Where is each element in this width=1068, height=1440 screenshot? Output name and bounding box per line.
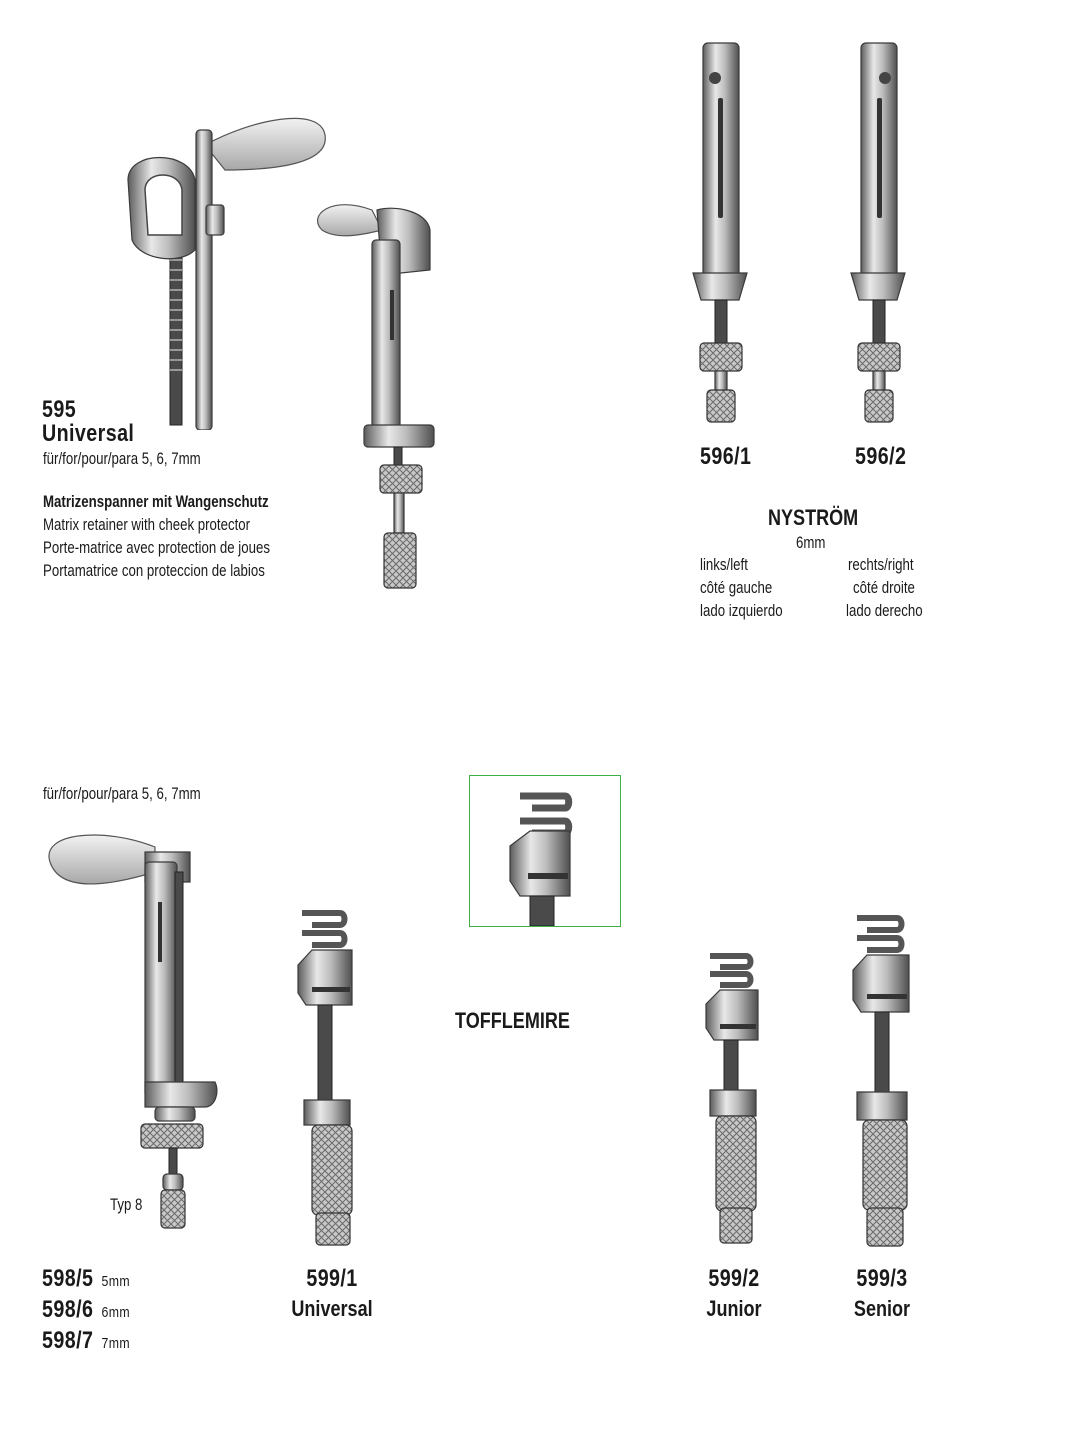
product-code-599-3: 599/3	[856, 1265, 908, 1292]
product-code-599-2: 599/2	[708, 1265, 760, 1292]
product-code-599-1: 599/1	[306, 1265, 358, 1292]
nystrom-title: NYSTRÖM	[768, 505, 859, 530]
sizes-598: für/for/pour/para 5, 6, 7mm	[43, 784, 201, 803]
desc-595-es: Portamatrice con proteccion de labios	[43, 561, 265, 580]
typ-label: Typ 8	[110, 1195, 143, 1214]
product-code-598-7: 598/7 7mm	[42, 1327, 131, 1354]
product-name-595: Universal	[42, 420, 135, 447]
product-name-599-3: Senior	[853, 1296, 911, 1321]
tofflemire-head-detail-image	[470, 776, 620, 926]
nystrom-left-line3: lado izquierdo	[700, 601, 783, 620]
product-code-595: 595	[42, 396, 77, 423]
product-code-598-5: 598/5 5mm	[42, 1265, 131, 1292]
desc-595-en: Matrix retainer with cheek protector	[43, 515, 251, 534]
product-name-599-2: Junior	[706, 1296, 762, 1321]
desc-595-fr: Porte-matrice avec protection de joues	[43, 538, 271, 557]
nystrom-left-line1: links/left	[700, 555, 748, 574]
tofflemire-599-1-image	[290, 905, 370, 1250]
tofflemire-title: TOFFLEMIRE	[455, 1008, 570, 1033]
desc-595-de: Matrizenspanner mit Wangenschutz	[43, 492, 269, 511]
nystrom-596-1-image	[685, 38, 755, 428]
tofflemire-599-2-image	[698, 948, 778, 1248]
sizes-595: für/for/pour/para 5, 6, 7mm	[43, 449, 201, 468]
nystrom-right-line1: rechts/right	[848, 555, 914, 574]
retainer-598-image	[45, 832, 225, 1232]
nystrom-right-line2: côté droite	[853, 578, 915, 597]
product-name-599-1: Universal	[291, 1296, 373, 1321]
retainer-595-full-image	[312, 200, 452, 595]
nystrom-right-line3: lado derecho	[846, 601, 923, 620]
product-code-596-1: 596/1	[700, 443, 752, 470]
nystrom-596-2-image	[845, 38, 915, 428]
nystrom-size: 6mm	[796, 533, 826, 552]
tofflemire-detail-inset	[469, 775, 621, 927]
tofflemire-599-3-image	[845, 910, 925, 1250]
product-code-596-2: 596/2	[855, 443, 907, 470]
product-code-598-6: 598/6 6mm	[42, 1296, 131, 1323]
nystrom-left-line2: côté gauche	[700, 578, 773, 597]
